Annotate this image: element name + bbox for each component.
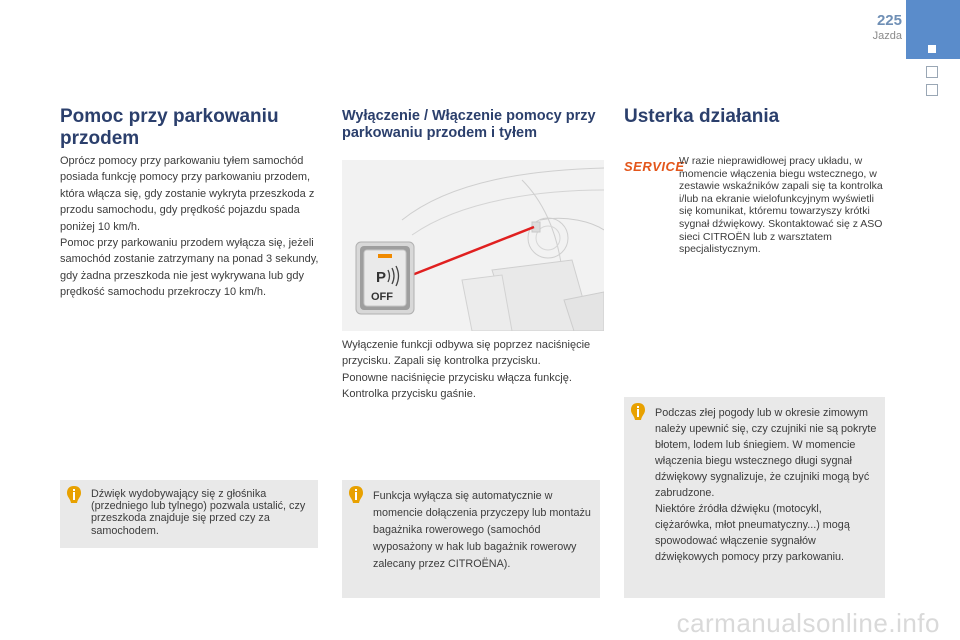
info-box-trailer — [342, 480, 600, 598]
dashboard-drawing — [342, 160, 604, 331]
info-text: Dźwięk wydobywający się z głośnika (przedniego lub tylnego) pozwala ustalić, czy przeszkoda znajduje się przed czy za samochodem. — [91, 488, 306, 537]
heading-malfunction: Usterka działania — [624, 106, 780, 127]
section-title: Jazda — [872, 30, 902, 42]
info-text: Funkcja wyłącza się automatycznie w momencie dołączenia przyczepy lub montażu bagażnika rowerowego (samochód wyposażony w hak lub bagażnik rowerowy zalecany przez CITROËNA). — [373, 490, 591, 570]
paragraph: Pomoc przy parkowaniu przodem wyłącza się, jeżeli samochód zostanie zatrzymany na ponad 3 sekundy, gdy żadna przeszkoda nie jest wykrywana lub gdy prędkość samochodu przekroczy 10 km/h. — [60, 237, 319, 299]
info-box-weather — [624, 397, 885, 598]
watermark: carmanualsonline.info — [676, 608, 940, 638]
chapter-tab-box-icon — [926, 66, 938, 78]
paragraph: Wyłączenie funkcji odbywa się poprzez naciśnięcie przycisku. Zapali się kontrolka przycisku. — [342, 339, 591, 368]
info-icon — [349, 486, 363, 504]
page-number: 225 — [876, 12, 902, 29]
paragraph: Niektóre źródła dźwięku (motocykl, ciężarówka, młot pneumatyczny...) mogą spowodować włączenie sygnałów dźwiękowych pomocy przy parkowaniu. — [655, 503, 850, 563]
paragraph: Ponowne naciśnięcie przycisku włącza funkcję. Kontrolka przycisku gaśnie. — [342, 371, 572, 401]
chapter-tab-box-icon — [926, 84, 938, 96]
service-warning-icon: SERVICE — [624, 159, 685, 174]
malfunction-text: W razie nieprawidłowej pracy układu, w momencie włączenia biegu wstecznego, w zestawie wskaźników zapali się ta kontrolka i/lub na ekranie wielofunkcyjnym wyświetli się komunikat, któremu towarzyszy krótki sygnał dźwiękowy. Skontaktować się z ASO sieci CITROËN lub z warsztatem specjalistycznym. — [679, 155, 883, 256]
info-box-speaker — [60, 480, 318, 548]
info-icon — [631, 403, 645, 421]
info-text — [655, 405, 881, 565]
info-icon — [67, 486, 81, 504]
heading-front-parking-assist: Pomoc przy parkowaniu przodem — [60, 106, 279, 149]
paragraph: Oprócz pomocy przy parkowaniu tyłem samochód posiada funkcję pomocy przy parkowaniu przodem, która włącza się, gdy zostanie wykryta przeszkoda z przodu samochodu, gdy prędkość pojazdu spada poniżej 10 km/h. — [60, 155, 315, 233]
disable-text — [342, 337, 604, 403]
paragraph: Podczas złej pogody lub w okresie zimowym należy upewnić się, czy czujniki nie są pokryte błotem, lodem lub śniegiem. W momencie włączenia biegu wstecznego długi sygnał dźwiękowy sygnalizuje, że czujniki mogą być zabrudzone. — [655, 407, 877, 499]
tab-marker-icon — [928, 45, 936, 53]
heading-disable-enable: Wyłączenie / Włączenie pomocy przy parkowaniu przodem i tyłem — [342, 108, 596, 141]
button-off-label: OFF — [371, 291, 393, 303]
front-parking-text — [60, 153, 320, 301]
chapter-tab — [906, 0, 960, 59]
button-letter: P — [376, 269, 387, 286]
dashboard-illustration — [342, 160, 604, 331]
